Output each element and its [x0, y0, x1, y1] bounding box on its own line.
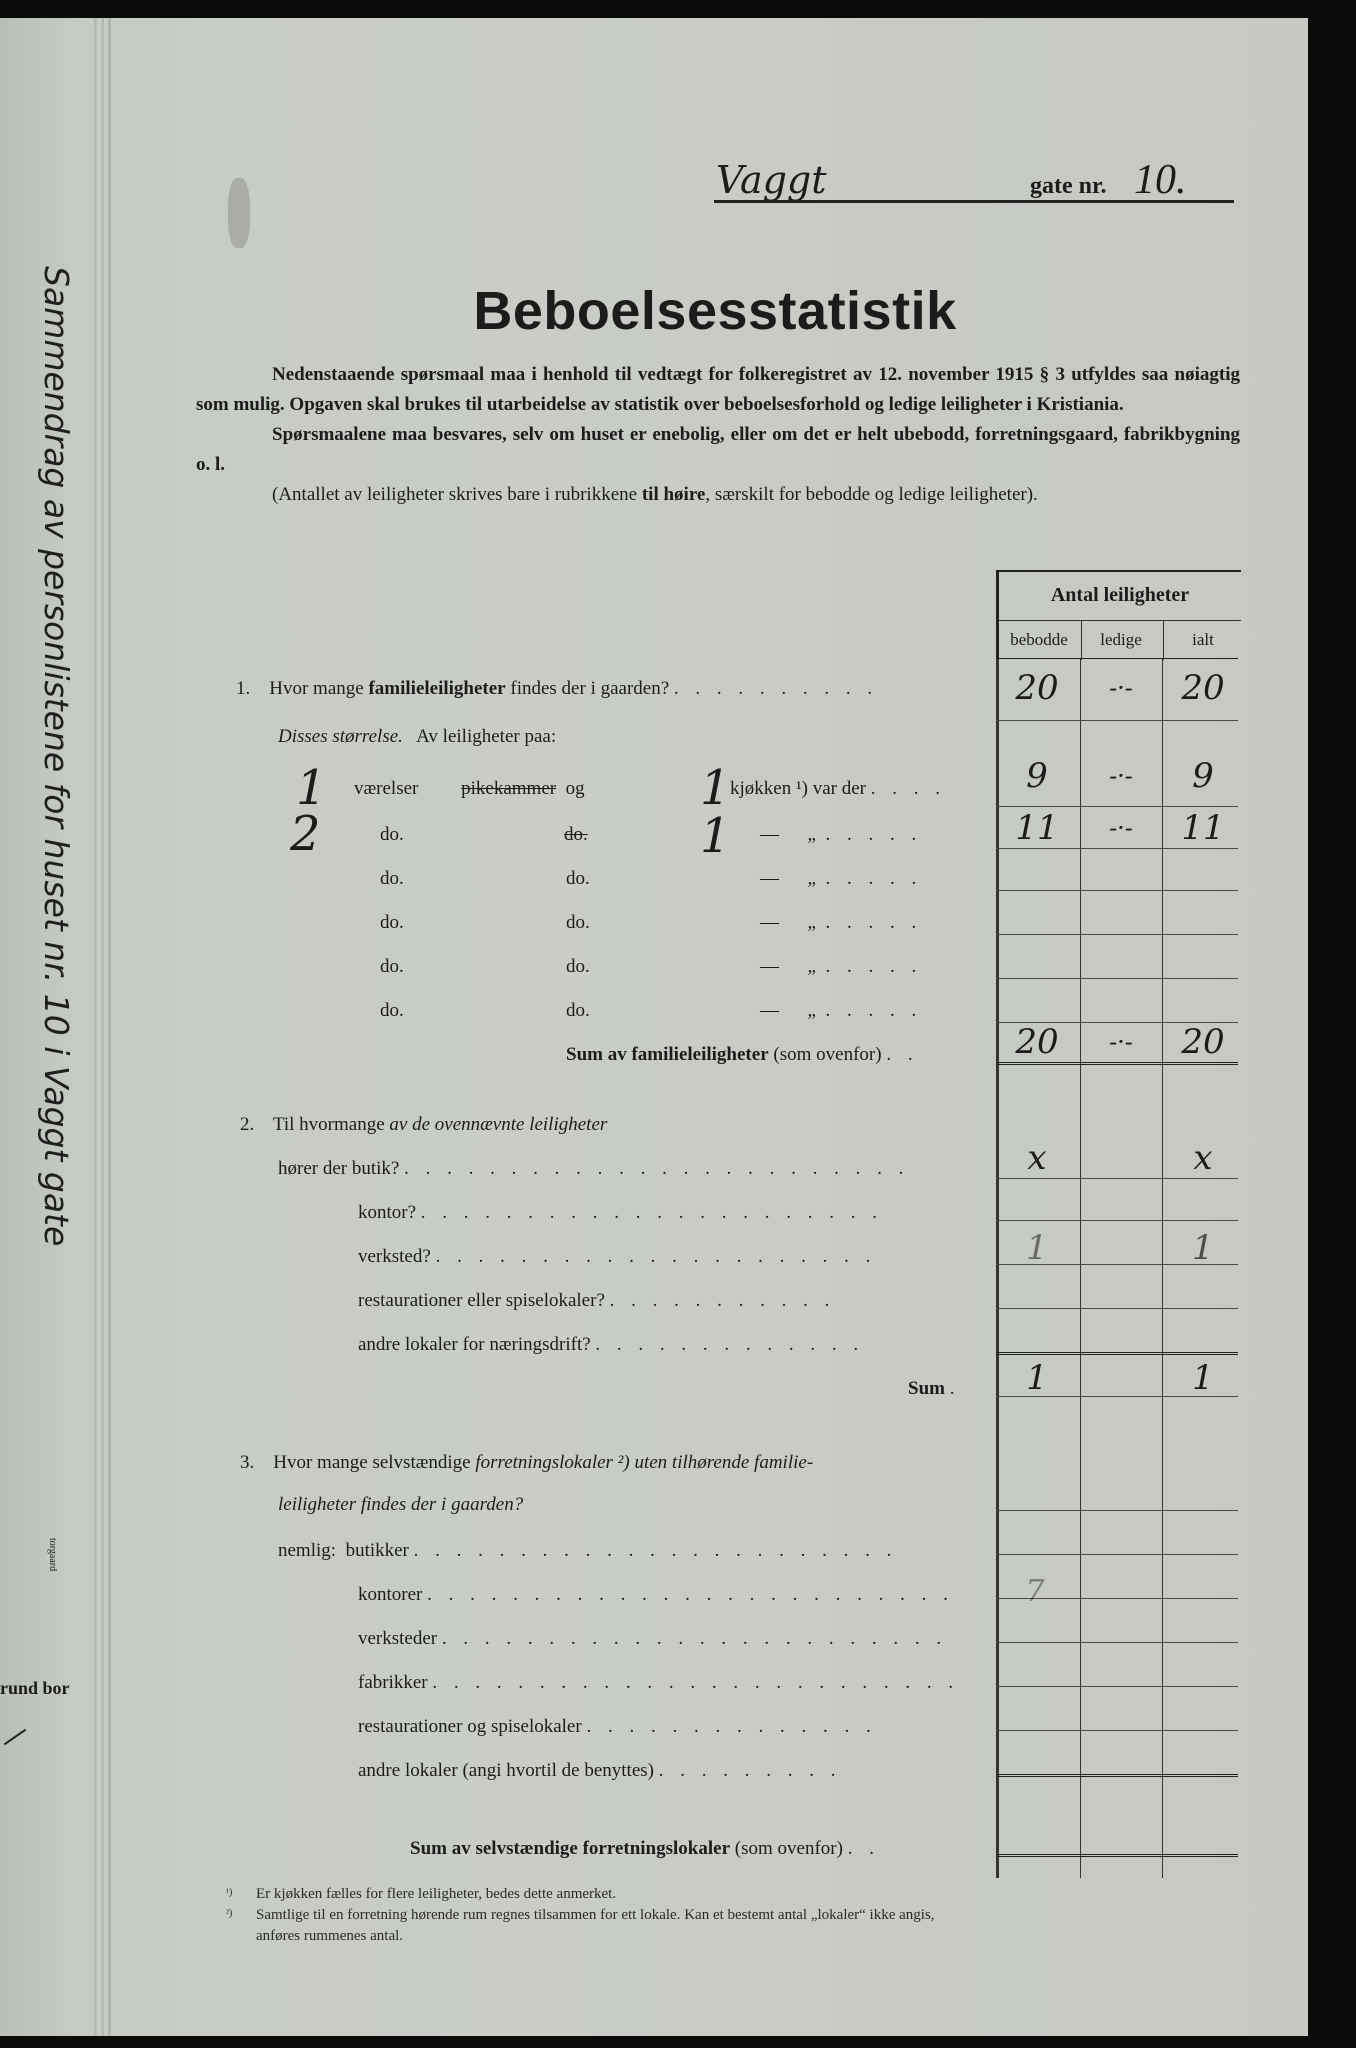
footnote-1-text: Er kjøkken fælles for flere leiligheter, bedes dette anmerket.	[256, 1886, 617, 1902]
margin-vertical-text-container	[36, 266, 76, 1366]
q1-row5-dots: . . . . .	[825, 956, 923, 977]
q2-text-a: Til hvormange	[272, 1114, 390, 1135]
q1-row4-dots: . . . . .	[825, 912, 923, 933]
q1-row1-kjokken-handwritten: 1	[700, 760, 731, 816]
q1-text-a: Hvor mange	[269, 678, 369, 699]
q2-butik-ialt: x	[1193, 1138, 1213, 1178]
q3-sum-suffix: (som ovenfor)	[730, 1838, 843, 1859]
q1-row6-tail	[760, 1000, 922, 1022]
q1-row2-ledige: -·-	[1109, 814, 1133, 842]
footnote-1-mark: ¹)	[226, 1887, 233, 1898]
q3-item-andre: andre lokaler (angi hvortil de benyttes)	[358, 1760, 654, 1781]
grid-row-line	[996, 1178, 1238, 1179]
q3-sum-label: Sum av selvstændige forretningslokaler	[410, 1838, 731, 1859]
q2-dots: . . . . . . . . . . . . . . . . . . . . . . . .	[404, 1158, 910, 1179]
q2-verksted-ialt: 1	[1192, 1228, 1214, 1268]
q3-number: 3.	[240, 1452, 255, 1473]
q2-dots: . . . . . . . . . . .	[609, 1290, 836, 1311]
grid-row-line	[996, 1642, 1238, 1643]
q3-kontorer-mark: 7	[1025, 1574, 1045, 1609]
col-header-ledige: ledige	[1100, 630, 1142, 649]
q1-row5-dash: —	[760, 956, 779, 977]
q1-row1-vaerelser: værelser	[354, 778, 419, 799]
q1-row6-do2: do.	[566, 1000, 590, 1021]
q2-item-verksted: verksted?	[358, 1246, 431, 1267]
margin-small-text: torgaard	[47, 1538, 58, 1572]
street-name-handwritten: Vaggt	[716, 158, 827, 202]
margin-tick-mark	[4, 1729, 26, 1746]
col-divider	[1081, 620, 1082, 660]
grid-row-line	[996, 720, 1238, 721]
gate-nr-label: gate nr.	[1030, 173, 1107, 199]
q3-text-italic: forretningslokaler ²) uten tilhørende familie-	[475, 1452, 814, 1473]
q3-dots: . . . . . . . . . . . . . . . . . . . . . . . . .	[432, 1672, 960, 1693]
q1-row4-dash: —	[760, 912, 779, 933]
margin-vertical-text: Sammendrag av personlistene for huset nr. 10 i Vaggt gate	[37, 266, 76, 1247]
q2-item-andre: andre lokaler for næringsdrift?	[358, 1334, 591, 1355]
q1-row1-kjokken: kjøkken ¹) var der	[730, 778, 867, 799]
q3-item-butikker-line	[278, 1540, 897, 1562]
q3-nemlig: nemlig:	[278, 1540, 337, 1561]
q2-verksted-bebodde: 1	[1026, 1228, 1048, 1268]
q1-sum-bebodde: 20	[1015, 1022, 1059, 1062]
q2-sum-bebodde: 1	[1026, 1358, 1048, 1398]
q1-row3-quote: „	[807, 868, 816, 889]
q1-row4-do2: do.	[566, 912, 590, 933]
q1-row5-do1: do.	[380, 956, 404, 977]
intro-p3-a: (Antallet av leiligheter skrives bare i rubrikkene	[272, 484, 642, 505]
intro-paragraph-3	[196, 480, 1240, 510]
q1-dots: . . . . . . . . . .	[673, 678, 879, 699]
q3-dots: . . . . . . . . . . . . . . . . . . . . . . . . .	[427, 1584, 954, 1605]
q3-dots: . . . . . . . . . . . . . . . . . . . . . . . .	[441, 1628, 948, 1649]
q3-item-kontorer: kontorer	[358, 1584, 423, 1605]
q1-sizes-text: Av leiligheter paa:	[416, 726, 557, 747]
intro-paragraph-2: Spørsmaalene maa besvares, selv om huset er enebolig, eller om det er helt ubebodd, forretningsgaard, fabrikbygning o. l.	[196, 424, 1240, 475]
q2-item-kontor-line	[358, 1202, 883, 1224]
q3-item-butikker: butikker	[345, 1540, 409, 1561]
q3-sum-line	[410, 1838, 880, 1860]
table-header-rule	[999, 620, 1241, 621]
q1-row1-pikekammer-struck: pikekammer	[461, 778, 557, 799]
grid-row-line	[996, 806, 1238, 807]
q3-item-restaurationer: restaurationer og spiselokaler	[358, 1716, 582, 1737]
q2-item-butik-line	[278, 1158, 909, 1180]
q1-row5-tail	[760, 956, 922, 978]
q1-sum-ledige: -·-	[1109, 1028, 1133, 1056]
q1-sum-label: Sum av familieleiligheter	[566, 1044, 769, 1065]
grid-row-line	[996, 1686, 1238, 1687]
q1-row2-dots: . . . . .	[825, 824, 923, 845]
q2-butik-bebodde: x	[1027, 1138, 1047, 1178]
q2-dots: . . . . . . . . . . . . . . . . . . . . .	[435, 1246, 877, 1267]
q1-row1-dots: . . . .	[870, 778, 947, 799]
grid-row-line	[996, 1220, 1238, 1221]
q1-row1-og: og	[565, 778, 585, 799]
intro-paragraph-1: Nedenstaaende spørsmaal maa i henhold til vedtægt for folkeregistret av 12. november 1915 § 3 utfyldes saa nøiagtig som mulig. Opgaven skal brukes til utarbeidelse av statistik over beboelsesforhold og ledige leiligheter i Kristiania.	[196, 364, 1240, 415]
q1-row2-rooms-handwritten: 2	[290, 806, 321, 862]
q3-item-fabrikker-line	[358, 1672, 959, 1694]
grid-row-line	[996, 1730, 1238, 1731]
q2-item-butik: hører der butik?	[278, 1158, 400, 1179]
q1-number: 1.	[236, 678, 251, 699]
grid-row-line	[996, 934, 1238, 935]
q1-total-bebodde: 20	[1015, 668, 1059, 708]
table-header-title: Antal leiligheter	[1050, 584, 1190, 606]
q3-item-andre-line	[358, 1760, 841, 1782]
q3-sum-dots: . .	[847, 1838, 880, 1859]
q1-sizes-line	[278, 726, 556, 748]
grid-row-line	[996, 1554, 1238, 1555]
footnote-1	[226, 1884, 966, 1905]
q2-item-restaurationer-line	[358, 1290, 835, 1312]
grid-row-line	[996, 658, 1238, 659]
q1-row2-quote: „	[807, 824, 816, 845]
q1-row2-ialt: 11	[1181, 808, 1225, 848]
q3-dots: . . . . . . . . .	[658, 1760, 842, 1781]
col-divider	[1163, 620, 1164, 660]
intro-p3-c: , særskilt for bebodde og ledige leiligheter).	[705, 484, 1038, 505]
q2-dots: . . . . . . . . . . . . .	[595, 1334, 865, 1355]
q1-sizes-label: Disses størrelse.	[278, 726, 403, 747]
grid-sum-line	[996, 1774, 1238, 1777]
q1-row2-do2: do.	[564, 824, 588, 845]
q2-number: 2.	[240, 1114, 255, 1135]
q2-sum-ialt: 1	[1192, 1358, 1214, 1398]
q1-total-ialt: 20	[1181, 668, 1225, 708]
q3-text-c: leiligheter findes der i gaarden?	[278, 1494, 524, 1515]
q2-item-verksted-line	[358, 1246, 876, 1268]
q1-row3-do2: do.	[566, 868, 590, 889]
q1-row2-dash: —	[760, 824, 779, 845]
q3-dots: . . . . . . . . . . . . . .	[586, 1716, 877, 1737]
grid-sum-line	[996, 1062, 1238, 1065]
grid-row-line	[996, 1510, 1238, 1511]
q1-row3-dots: . . . . .	[825, 868, 923, 889]
q2-sum-dots: .	[949, 1378, 961, 1399]
grid-bottom-line	[996, 1854, 1238, 1857]
q1-line	[236, 678, 878, 700]
q1-row4-do1: do.	[380, 912, 404, 933]
q3-line-1	[240, 1452, 813, 1474]
q3-dots: . . . . . . . . . . . . . . . . . . . . . . .	[413, 1540, 898, 1561]
q1-row1-bebodde: 9	[1026, 756, 1048, 796]
q1-row3-do1: do.	[380, 868, 404, 889]
q1-row1-kjokken-line	[730, 778, 946, 800]
q1-row1-ialt: 9	[1192, 756, 1214, 796]
q1-row1-ledige: -·-	[1109, 762, 1133, 790]
grid-row-line	[996, 978, 1238, 979]
q1-row2-do1: do.	[380, 824, 404, 845]
q3-item-kontorer-line	[358, 1584, 954, 1606]
grid-row-line	[996, 890, 1238, 891]
q1-row6-quote: „	[807, 1000, 816, 1021]
q2-item-andre-line	[358, 1334, 864, 1356]
q1-row4-quote: „	[807, 912, 816, 933]
gate-underline	[714, 200, 1234, 203]
q1-row6-dash: —	[760, 1000, 779, 1021]
q1-total-ledige: -·-	[1109, 674, 1133, 702]
form-sheet	[0, 18, 1308, 2036]
footnote-2	[226, 1905, 966, 1947]
table-header	[996, 570, 1241, 660]
q1-sum-ialt: 20	[1181, 1022, 1225, 1062]
q1-row3-dash: —	[760, 868, 779, 889]
q3-item-verksteder: verksteder	[358, 1628, 438, 1649]
q3-item-fabrikker: fabrikker	[358, 1672, 428, 1693]
q2-sum-line	[908, 1378, 960, 1400]
q1-row1-line	[354, 778, 585, 800]
q1-row5-do2: do.	[566, 956, 590, 977]
q2-line	[240, 1114, 607, 1136]
grid-row-line	[996, 848, 1238, 849]
q1-row5-quote: „	[807, 956, 816, 977]
q2-dots: . . . . . . . . . . . . . . . . . . . . . .	[420, 1202, 884, 1223]
q1-row6-dots: . . . . .	[825, 1000, 923, 1021]
paper-stain	[228, 178, 250, 248]
q1-row1-rooms-handwritten: 1	[296, 760, 327, 816]
q3-line-2	[278, 1494, 523, 1516]
q3-text-a: Hvor mange selvstændige	[273, 1452, 476, 1473]
margin-rund-bor: rund bor	[0, 1678, 70, 1698]
q3-item-verksteder-line	[358, 1628, 947, 1650]
q2-sum-label: Sum	[908, 1378, 945, 1399]
q1-sum-suffix: (som ovenfor)	[768, 1044, 882, 1065]
q1-sum-dots: . .	[886, 1044, 919, 1065]
q1-row4-tail	[760, 912, 922, 934]
q1-row3-tail	[760, 868, 922, 890]
grid-sum-line	[996, 1352, 1238, 1355]
footnotes	[226, 1884, 966, 1947]
footnote-2-text: Samtlige til en forretning hørende rum regnes tilsammen for ett lokale. Kan et bestemt antal „lokaler“ ikke angis, anføres rummenes antal.	[256, 1907, 935, 1944]
grid-row-line	[996, 1308, 1238, 1309]
intro-p3-bold: til høire	[641, 484, 706, 505]
q1-row2-kjokken-handwritten: 1	[700, 808, 731, 864]
q2-text-italic: av de ovennævnte leiligheter	[389, 1114, 608, 1135]
q2-item-restaurationer: restaurationer eller spiselokaler?	[358, 1290, 605, 1311]
q2-item-kontor: kontor?	[358, 1202, 417, 1223]
q1-row2-bebodde: 11	[1015, 808, 1059, 848]
q3-item-restaurationer-line	[358, 1716, 877, 1738]
col-header-ialt: ialt	[1192, 630, 1214, 649]
gate-number-handwritten: 10.	[1134, 157, 1187, 203]
footnote-2-mark: ²)	[226, 1908, 233, 1919]
q1-text-c: findes der i gaarden?	[505, 678, 670, 699]
intro-text	[196, 360, 1240, 510]
q1-sum-line	[566, 1044, 919, 1066]
q1-row2-tail	[760, 824, 922, 846]
col-header-bebodde: bebodde	[1010, 630, 1068, 649]
q1-row6-do1: do.	[380, 1000, 404, 1021]
page-title: Beboelsesstatistik	[473, 281, 957, 341]
q1-text-bold: familieleiligheter	[368, 678, 506, 699]
